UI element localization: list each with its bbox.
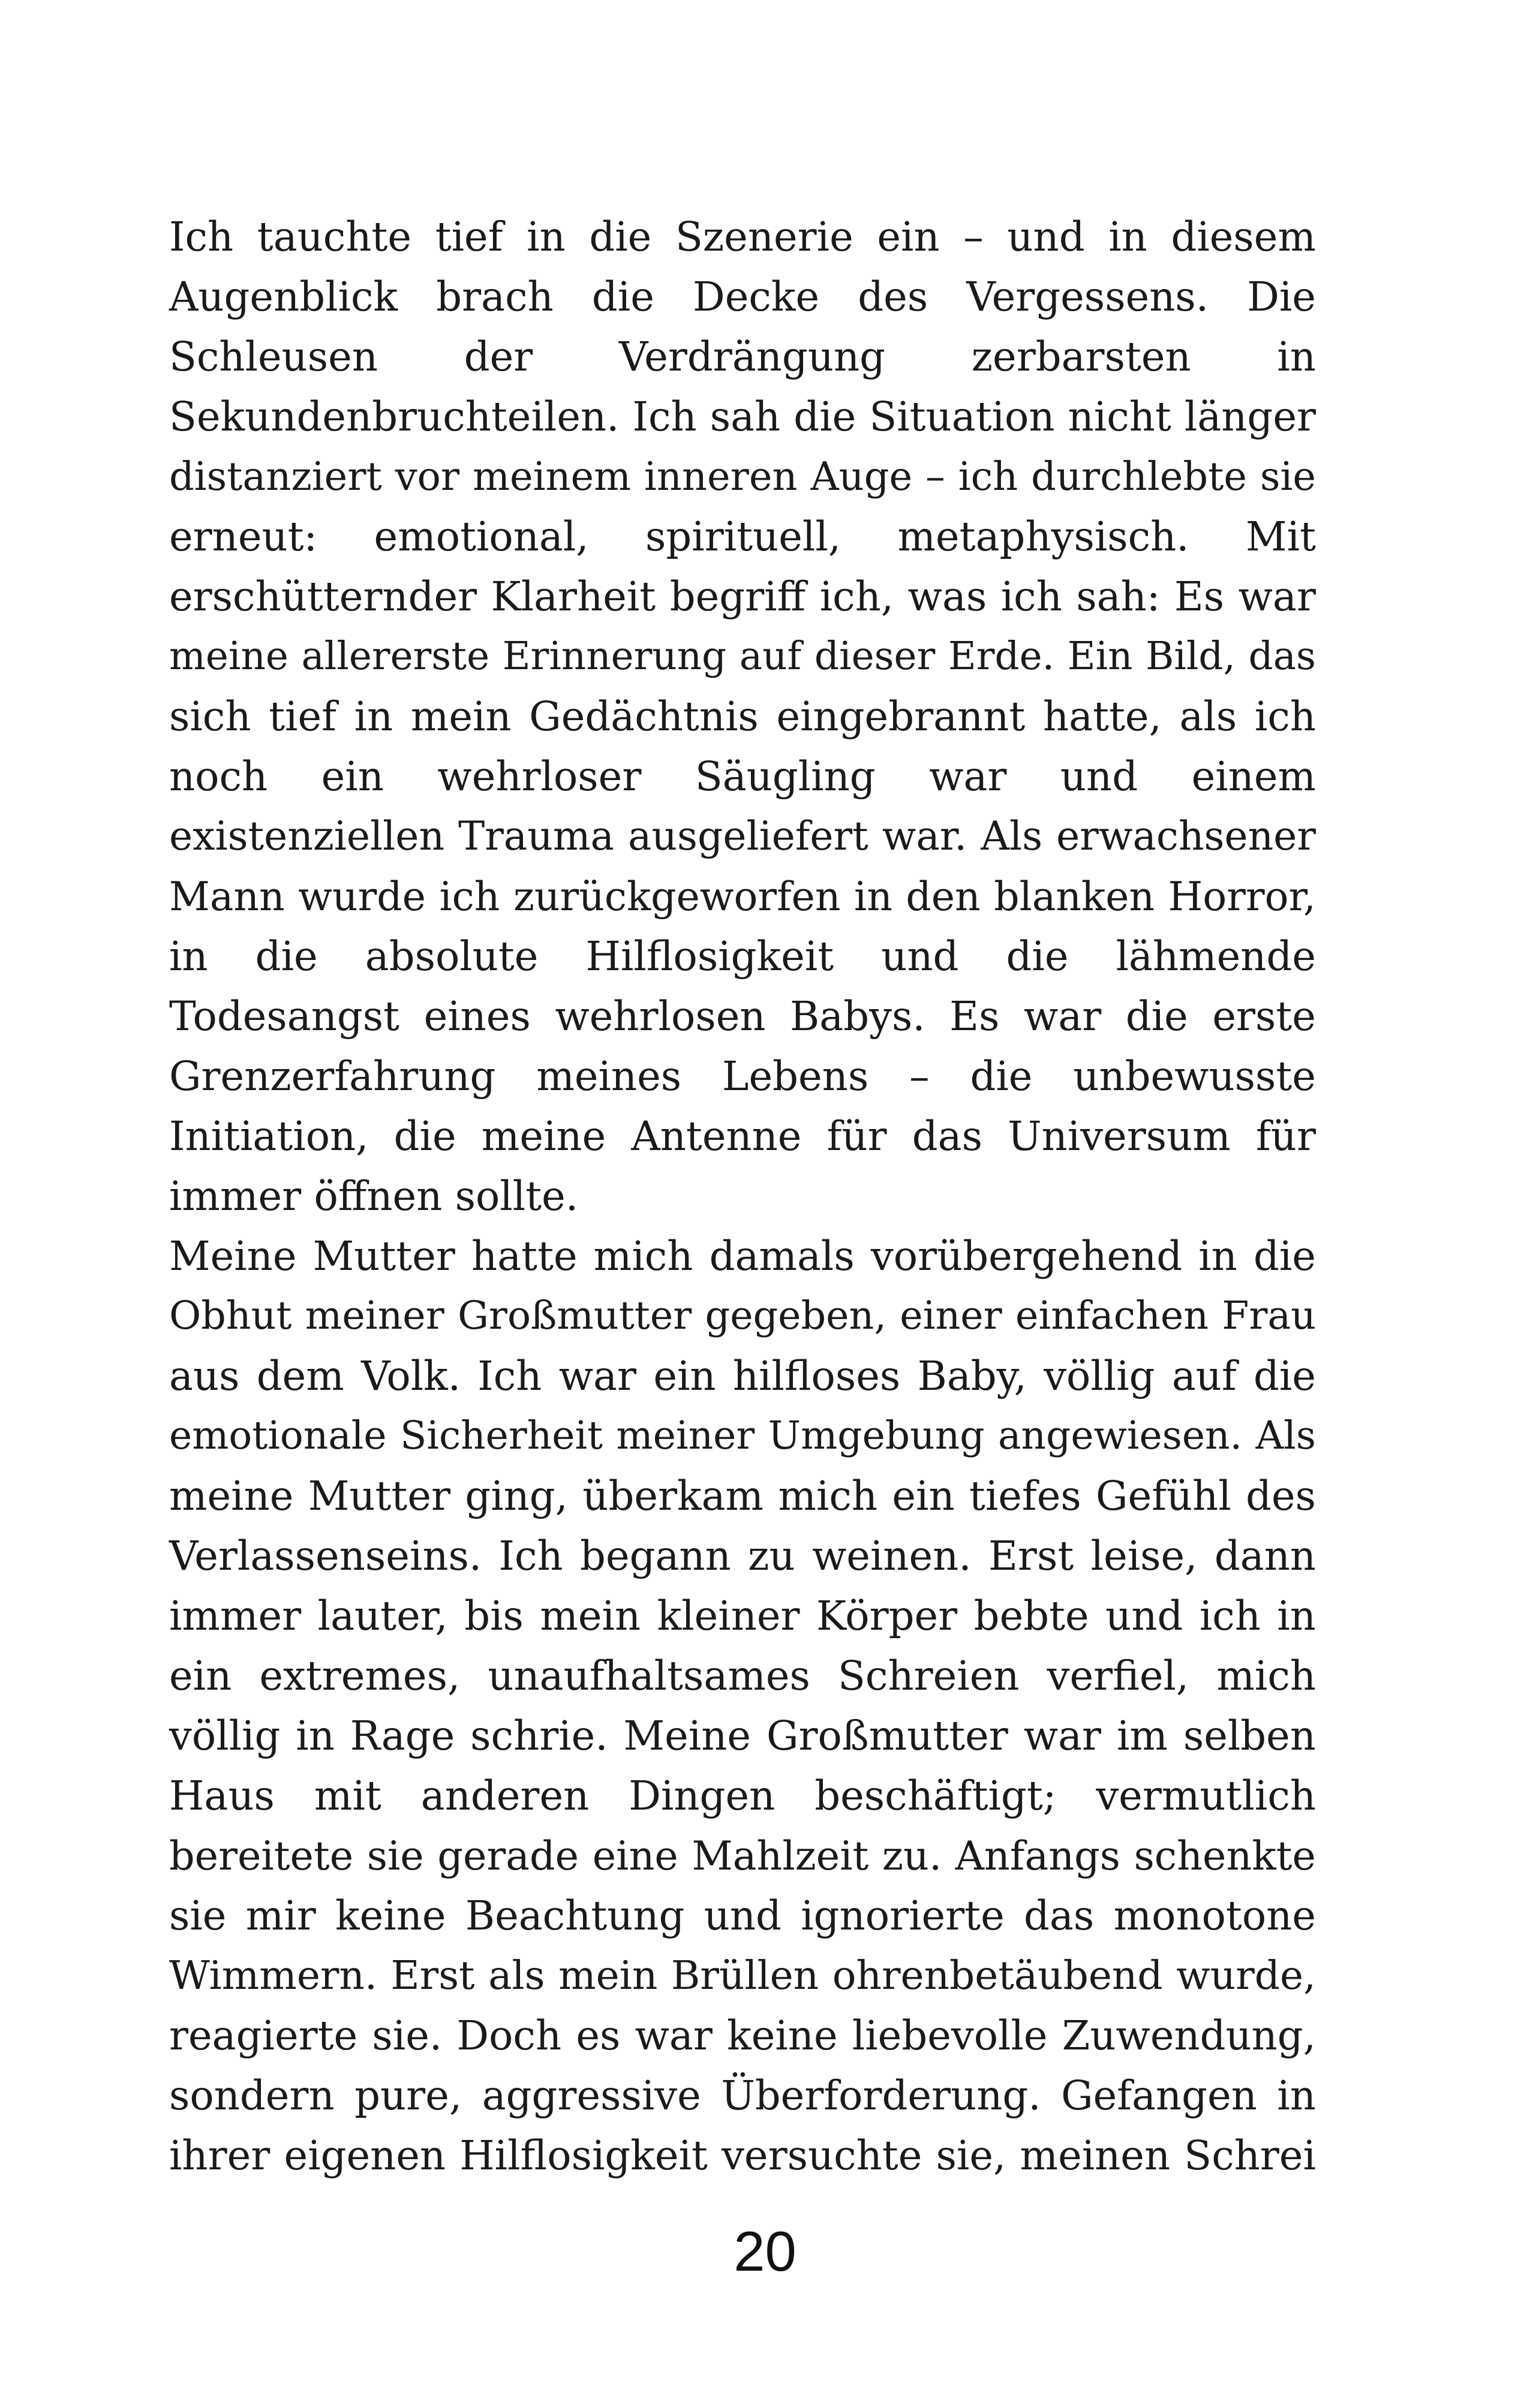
text-line: in die absolute Hilflosigkeit und die lähmende bbox=[169, 933, 1316, 980]
text-line: Wimmern. Erst als mein Brüllen ohrenbetäubend wurde, bbox=[169, 1952, 1316, 1998]
text-line: Obhut meiner Großmutter gegeben, einer einfachen Frau bbox=[169, 1293, 1316, 1338]
text-line: immer öffnen sollte. bbox=[169, 1173, 579, 1220]
text-line: Todesangst eines wehrlosen Babys. Es war die erste bbox=[169, 993, 1316, 1040]
text-line: sie mir keine Beachtung und ignorierte das monotone bbox=[169, 1892, 1316, 1939]
text-line: Augenblick brach die Decke des Vergessens. Die bbox=[169, 273, 1316, 320]
text-line: Schleusen der Verdrängung zerbarsten in bbox=[169, 333, 1316, 380]
text-line: meine Mutter ging, überkam mich ein tiefes Gefühl des bbox=[169, 1473, 1316, 1519]
text-line: Initiation, die meine Antenne für das Universum für bbox=[169, 1113, 1316, 1160]
text-line: immer lauter, bis mein kleiner Körper bebte und ich in bbox=[169, 1593, 1316, 1639]
text-line: distanziert vor meinem inneren Auge – ich durchlebte sie bbox=[169, 454, 1316, 499]
text-line: Mann wurde ich zurückgeworfen in den blanken Horror, bbox=[169, 873, 1316, 920]
text-line: Ich tauchte tief in die Szenerie ein – und in diesem bbox=[169, 213, 1316, 260]
text-line: Sekundenbruchteilen. Ich sah die Situation nicht länger bbox=[169, 393, 1316, 440]
text-line: Verlassenseins. Ich begann zu weinen. Erst leise, dann bbox=[169, 1533, 1316, 1579]
text-line: sondern pure, aggressive Überforderung. Gefangen in bbox=[169, 2072, 1316, 2119]
text-line: meine allererste Erinnerung auf dieser Erde. Ein Bild, das bbox=[169, 634, 1316, 679]
text-line: Grenzerfahrung meines Lebens – die unbewusste bbox=[169, 1053, 1316, 1100]
text-line: völlig in Rage schrie. Meine Großmutter war im selben bbox=[169, 1712, 1316, 1759]
text-line: Haus mit anderen Dingen beschäftigt; vermutlich bbox=[169, 1772, 1316, 1819]
text-line: emotionale Sicherheit meiner Umgebung angewiesen. Als bbox=[169, 1413, 1316, 1458]
text-line: erneut: emotional, spirituell, metaphysisch. Mit bbox=[169, 513, 1316, 560]
text-line: existenziellen Trauma ausgeliefert war. Als erwachsener bbox=[169, 813, 1316, 859]
text-line: ein extremes, unaufhaltsames Schreien verfiel, mich bbox=[169, 1653, 1316, 1699]
page-number: 20 bbox=[734, 2220, 796, 2283]
text-line: aus dem Volk. Ich war ein hilfloses Baby, völlig auf die bbox=[169, 1353, 1316, 1399]
text-line: erschütternder Klarheit begriff ich, was ich sah: Es war bbox=[169, 573, 1316, 620]
text-line: ihrer eigenen Hilflosigkeit versuchte sie, meinen Schrei bbox=[169, 2132, 1316, 2179]
text-line: reagierte sie. Doch es war keine liebevolle Zuwendung, bbox=[169, 2012, 1316, 2059]
text-line: noch ein wehrloser Säugling war und einem bbox=[169, 753, 1316, 800]
text-line: sich tief in mein Gedächtnis eingebrannt hatte, als ich bbox=[169, 693, 1316, 740]
text-line: bereitete sie gerade eine Mahlzeit zu. Anfangs schenkte bbox=[169, 1832, 1316, 1879]
paragraph-2 bbox=[169, 1226, 1316, 2186]
paragraph-1 bbox=[169, 207, 1316, 1226]
body-text bbox=[169, 207, 1316, 2186]
text-line: Meine Mutter hatte mich damals vorübergehend in die bbox=[169, 1233, 1316, 1280]
